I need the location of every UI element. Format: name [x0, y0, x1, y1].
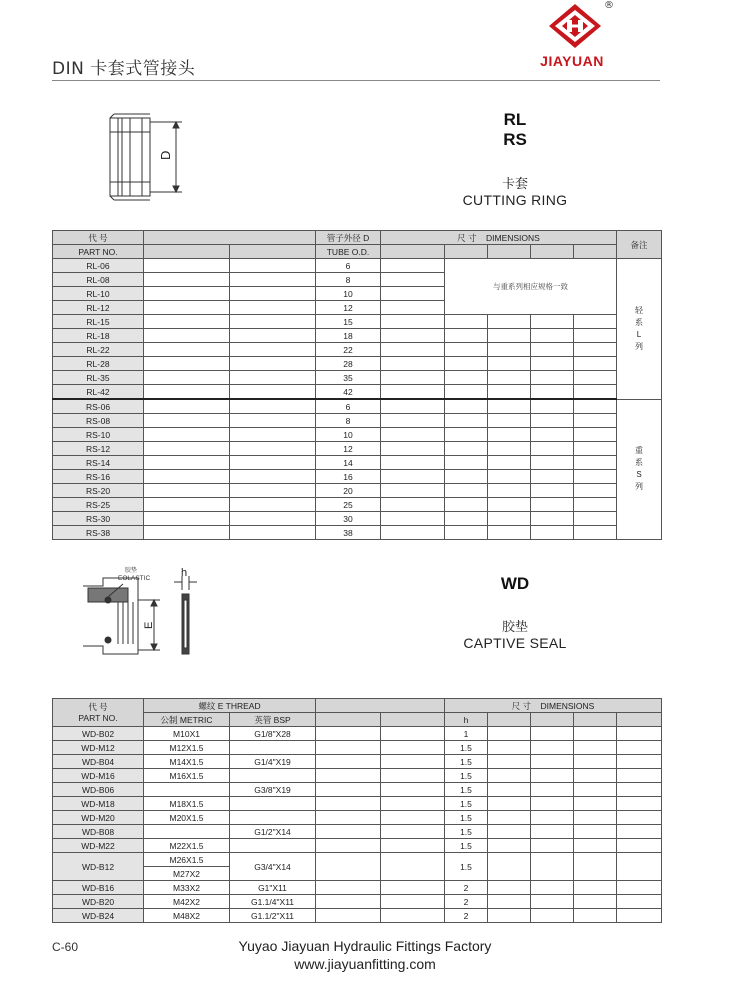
head-bsp: 英管 BSP: [230, 713, 316, 727]
captive-seal-title-en: CAPTIVE SEAL: [463, 635, 567, 651]
table-row: RL-22 22: [53, 343, 662, 357]
code-rl: RL: [503, 110, 527, 129]
table-row: WD-B06 G3/8"X19 1.5: [53, 783, 662, 797]
table-row: RS-14 14: [53, 456, 662, 470]
group-heavy: 重系S列: [617, 399, 662, 540]
dim-h-label: h: [181, 567, 188, 579]
table-row: WD-M22 M22X1.5 1.5: [53, 839, 662, 853]
head-tube-en: TUBE O.D.: [316, 245, 381, 259]
dim-e-label: E: [143, 621, 155, 629]
head-thread: 螺纹 E THREAD: [144, 699, 316, 713]
table-row: RL-12 12: [53, 301, 662, 315]
head-dimensions: 尺 寸 DIMENSIONS: [445, 699, 662, 713]
cutting-ring-drawing: [100, 108, 195, 204]
table-row: RS-38 38: [53, 526, 662, 540]
code-wd: WD: [500, 574, 530, 593]
head-part: 代 号 PART NO.: [53, 699, 144, 727]
table-row: RS-20 20: [53, 484, 662, 498]
captive-seal-drawing: [78, 566, 208, 671]
table-row: RS-10 10: [53, 428, 662, 442]
dim-d-label: D: [158, 150, 173, 160]
page-code: C-60: [52, 940, 79, 954]
table-row: RS-06 6 重系S列: [53, 399, 662, 414]
company-name: Yuyao Jiayuan Hydraulic Fittings Factory: [238, 938, 492, 954]
table-row: RL-42 42: [53, 385, 662, 400]
table-row: WD-B16 M33X2 G1"X11 2: [53, 881, 662, 895]
table-row: WD-B08 G1/2"X14 1.5: [53, 825, 662, 839]
table-row: RL-08 8: [53, 273, 662, 287]
registered-mark: ®: [604, 0, 614, 11]
table-row: RS-12 12: [53, 442, 662, 456]
table-row: RS-25 25: [53, 498, 662, 512]
label-en: EOLASTIC: [118, 575, 151, 582]
table-row: WD-B02 M10X1 G1/8"X28 1: [53, 727, 662, 741]
table-row: WD-B24 M48X2 G1.1/2"X11 2: [53, 909, 662, 923]
table-row: WD-B04 M14X1.5 G1/4"X19 1.5: [53, 755, 662, 769]
table-row: WD-B12 M26X1.5 G3/4"X14 1.5: [53, 853, 662, 867]
table-row: RL-28 28: [53, 357, 662, 371]
table-row: WD-B20 M42X2 G1.1/4"X11 2: [53, 895, 662, 909]
head-part-en: PART NO.: [53, 245, 144, 259]
table-row: WD-M16 M16X1.5 1.5: [53, 769, 662, 783]
table-row: RS-16 16: [53, 470, 662, 484]
cutting-ring-table: [52, 230, 662, 540]
merged-note: 与重系列相应规格一致: [445, 259, 617, 315]
table-row: WD-M18 M18X1.5 1.5: [53, 797, 662, 811]
header-divider: [52, 80, 660, 81]
head-dimensions: 尺 寸 DIMENSIONS: [381, 231, 617, 245]
cutting-ring-title-en: CUTTING RING: [462, 192, 568, 208]
website-link[interactable]: www.jiayuanfitting.com: [294, 956, 436, 972]
group-light: 轻系L列: [617, 259, 662, 400]
captive-seal-title-cn: 胶垫: [501, 620, 528, 635]
table-row: RS-08 8: [53, 414, 662, 428]
head-h: h: [445, 713, 488, 727]
captive-seal-table: [52, 698, 662, 923]
head-part-cn: 代 号: [53, 231, 144, 245]
head-tube-cn: 管子外径 D: [316, 231, 381, 245]
table-row: RL-10 10: [53, 287, 662, 301]
table-row: RL-18 18: [53, 329, 662, 343]
cutting-ring-title-cn: 卡套: [501, 177, 528, 192]
table-row: WD-M12 M12X1.5 1.5: [53, 741, 662, 755]
table-row: M27X2: [53, 867, 662, 881]
brand-name: JIAYUAN: [540, 53, 604, 69]
table-row: RL-35 35: [53, 371, 662, 385]
table-row: WD-M20 M20X1.5 1.5: [53, 811, 662, 825]
table-row: RL-06 6 与重系列相应规格一致 轻系L列: [53, 259, 662, 273]
page-title: DIN 卡套式管接头: [52, 59, 196, 79]
table-row: RL-15 15: [53, 315, 662, 329]
head-note: 备注: [617, 231, 662, 259]
table-row: RS-30 30: [53, 512, 662, 526]
head-metric: 公制 METRIC: [144, 713, 230, 727]
code-rs: RS: [503, 130, 527, 149]
label-cn: 胶垫: [125, 567, 138, 574]
